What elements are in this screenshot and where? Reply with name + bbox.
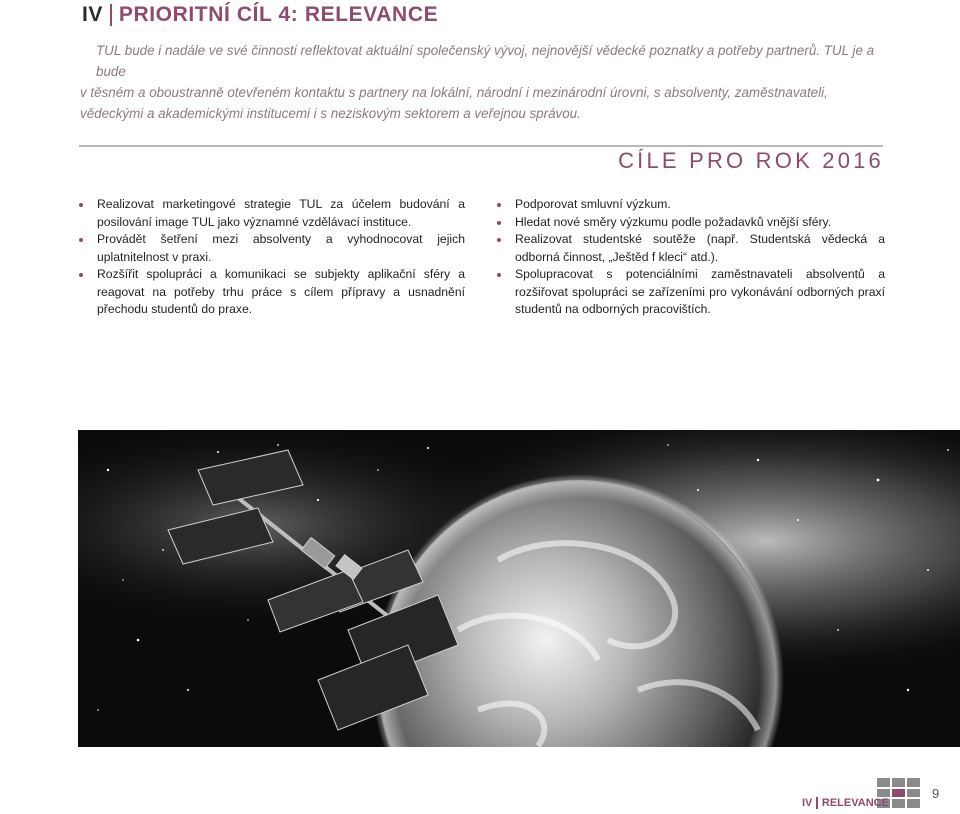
intro-rest: v těsném a oboustranně otevřeném kontaktu s partnery na lokální, národní i mezinárodní úrovni, s absolventy, zaměstnavateli, vědeckými a akademickými institucemi i s neziskovým sektorem a veřejnou správou. (80, 85, 828, 121)
page-number: 9 (932, 786, 940, 801)
logo-square (877, 789, 890, 798)
section-number: IV (82, 3, 103, 26)
page-header (82, 3, 438, 27)
footer-divider (816, 797, 818, 809)
logo-square (907, 778, 920, 787)
goals-left-list (79, 196, 465, 319)
footer-section-label (802, 797, 889, 809)
list-item: Hledat nové směry výzkumu podle požadavků vnější sféry. (497, 214, 885, 232)
logo-square (907, 789, 920, 798)
goals-right-list (497, 196, 885, 319)
space-image-svg (78, 430, 960, 747)
footer-section-title: RELEVANCE (821, 797, 889, 809)
list-item: Realizovat marketingové strategie TUL za účelem budování a posilování image TUL jako významné vzdělávací instituce. (79, 196, 465, 231)
goals-left-column (79, 196, 465, 319)
space-station-earth-image (78, 430, 960, 747)
list-item: Realizovat studentské soutěže (např. Studentská vědecká a odborná činnost, „Ještěd f kleci“ atd.). (497, 231, 885, 266)
goals-right-column (497, 196, 885, 319)
logo-square (877, 778, 890, 787)
logo-square (892, 789, 905, 798)
logo-square (907, 799, 920, 808)
header-divider (110, 4, 112, 26)
list-item: Rozšířit spolupráci a komunikaci se subjekty aplikační sféry a reagovat na potřeby trhu práce s cílem přípravy a usnadnění přechodu studentů do praxe. (79, 266, 465, 319)
goals-heading: CÍLE PRO ROK 2016 (618, 148, 884, 173)
logo-square (892, 778, 905, 787)
intro-paragraph (80, 40, 888, 124)
footer-section-number: IV (802, 797, 813, 809)
intro-line-1: TUL bude i nadále ve své činnosti reflektovat aktuální společenský vývoj, nejnovější vědecké poznatky a potřeby partnerů. TUL je a bude (96, 43, 875, 79)
logo-square (892, 799, 905, 808)
section-divider (79, 145, 883, 147)
list-item: Provádět šetření mezi absolventy a vyhodnocovat jejich uplatnitelnost v praxi. (79, 231, 465, 266)
list-item: Spolupracovat s potenciálními zaměstnavateli absolventů a rozšiřovat spolupráci se zařízeními pro vykonávání odborných praxí studentů na odborných pracovištích. (497, 266, 885, 319)
list-item: Podporovat smluvní výzkum. (497, 196, 885, 214)
page-title: PRIORITNÍ CÍL 4: RELEVANCE (118, 3, 439, 26)
